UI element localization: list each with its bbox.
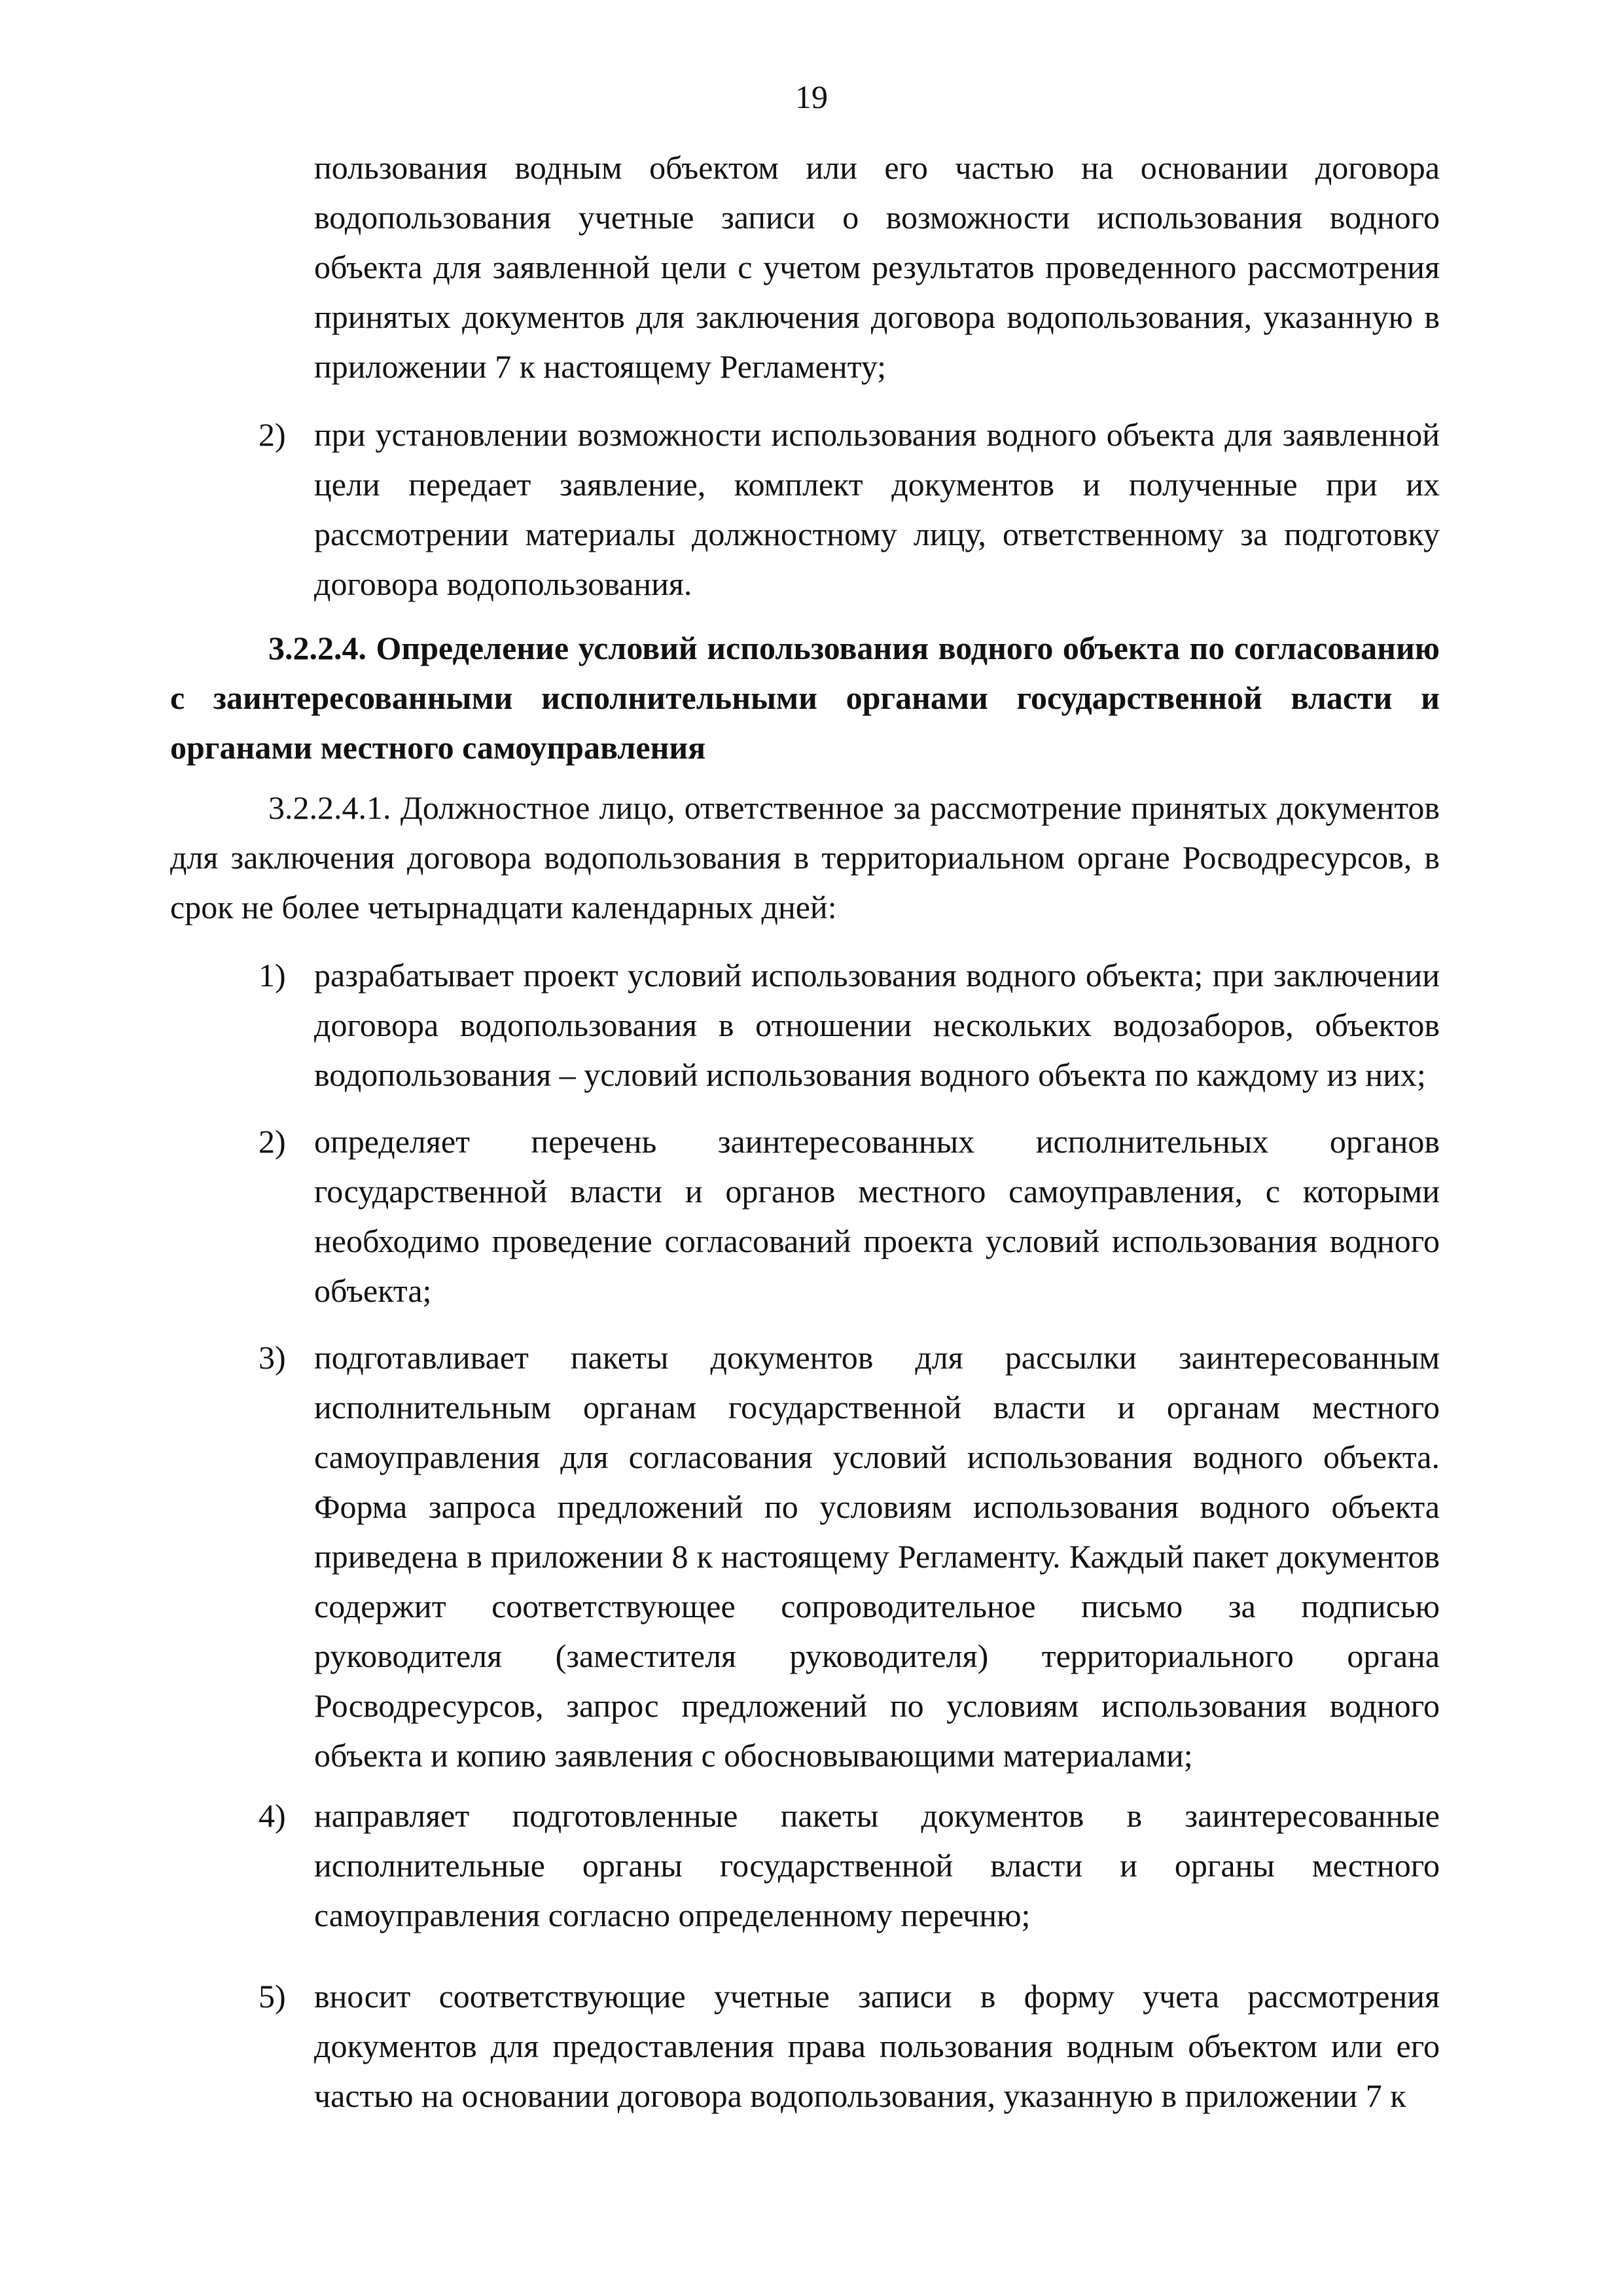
list-text: определяет перечень заинтересованных исполнительных органов государственной власти и органов местного самоуправления, с которыми необходимо проведение согласований проекта условий использования водного объекта; <box>314 1123 1440 1309</box>
list-number: 4) <box>259 1797 286 1834</box>
section-heading: 3.2.2.4. Определение условий использования водного объекта по согласованию с заинтересованными исполнительными органами государственной власти и органами местного самоуправления <box>170 630 1440 766</box>
page-number: 19 <box>795 79 828 115</box>
list-number: 2) <box>259 1123 286 1160</box>
list-number: 2) <box>259 416 286 453</box>
list-item-3 <box>259 1333 1440 1780</box>
list-item-5 <box>259 1971 1440 2121</box>
list-text: вносит соответствующие учетные записи в форму учета рассмотрения документов для предоставления права пользования водным объектом или его частью на основании договора водопользования, указанную в приложении 7 к <box>314 1978 1440 2114</box>
list-text: подготавливает пакеты документов для рассылки заинтересованным исполнительным органам государственной власти и органам местного самоуправления для согласования условий использования водного объекта. Форма запроса предложений по условиям использования водного объекта приведена в приложении 8 к настоящему Регламенту. Каждый пакет документов содержит соответствующее сопроводительное письмо за подписью руководителя (заместителя руководителя) территориального органа Росводресурсов, запрос предложений по условиям использования водного объекта и копию заявления с обосновывающими материалами; <box>314 1339 1440 1774</box>
list-number: 3) <box>259 1339 286 1376</box>
list-item-4 <box>259 1791 1440 1940</box>
list-text: при установлении возможности использования водного объекта для заявленной цели передает заявление, комплект документов и полученные при их рассмотрении материалы должностному лицу, ответственному за подготовку договора водопользования. <box>314 416 1440 602</box>
list-text: разрабатывает проект условий использования водного объекта; при заключении договора водопользования в отношении нескольких водозаборов, объектов водопользования – условий использования водного объекта по каждому из них; <box>314 957 1440 1093</box>
list-item-a2 <box>259 410 1440 609</box>
list-item-1 <box>259 950 1440 1100</box>
list-item-2 <box>259 1117 1440 1316</box>
list-text: направляет подготовленные пакеты документов в заинтересованные исполнительные органы государственной власти и органы местного самоуправления согласно определенному перечню; <box>314 1797 1440 1933</box>
list-number: 5) <box>259 1978 286 2015</box>
continuation-text: пользования водным объектом или его частью на основании договора водопользования учетные записи о возможности использования водного объекта для заявленной цели с учетом результатов проведенного рассмотрения принятых документов для заключения договора водопользования, указанную в приложении 7 к настоящему Регламенту; <box>314 149 1440 385</box>
body-paragraph: 3.2.2.4.1. Должностное лицо, ответственное за рассмотрение принятых документов для заключения договора водопользования в территориальном органе Росводресурсов, в срок не более четырнадцати календарных дней: <box>170 789 1440 925</box>
list-number: 1) <box>259 957 286 994</box>
